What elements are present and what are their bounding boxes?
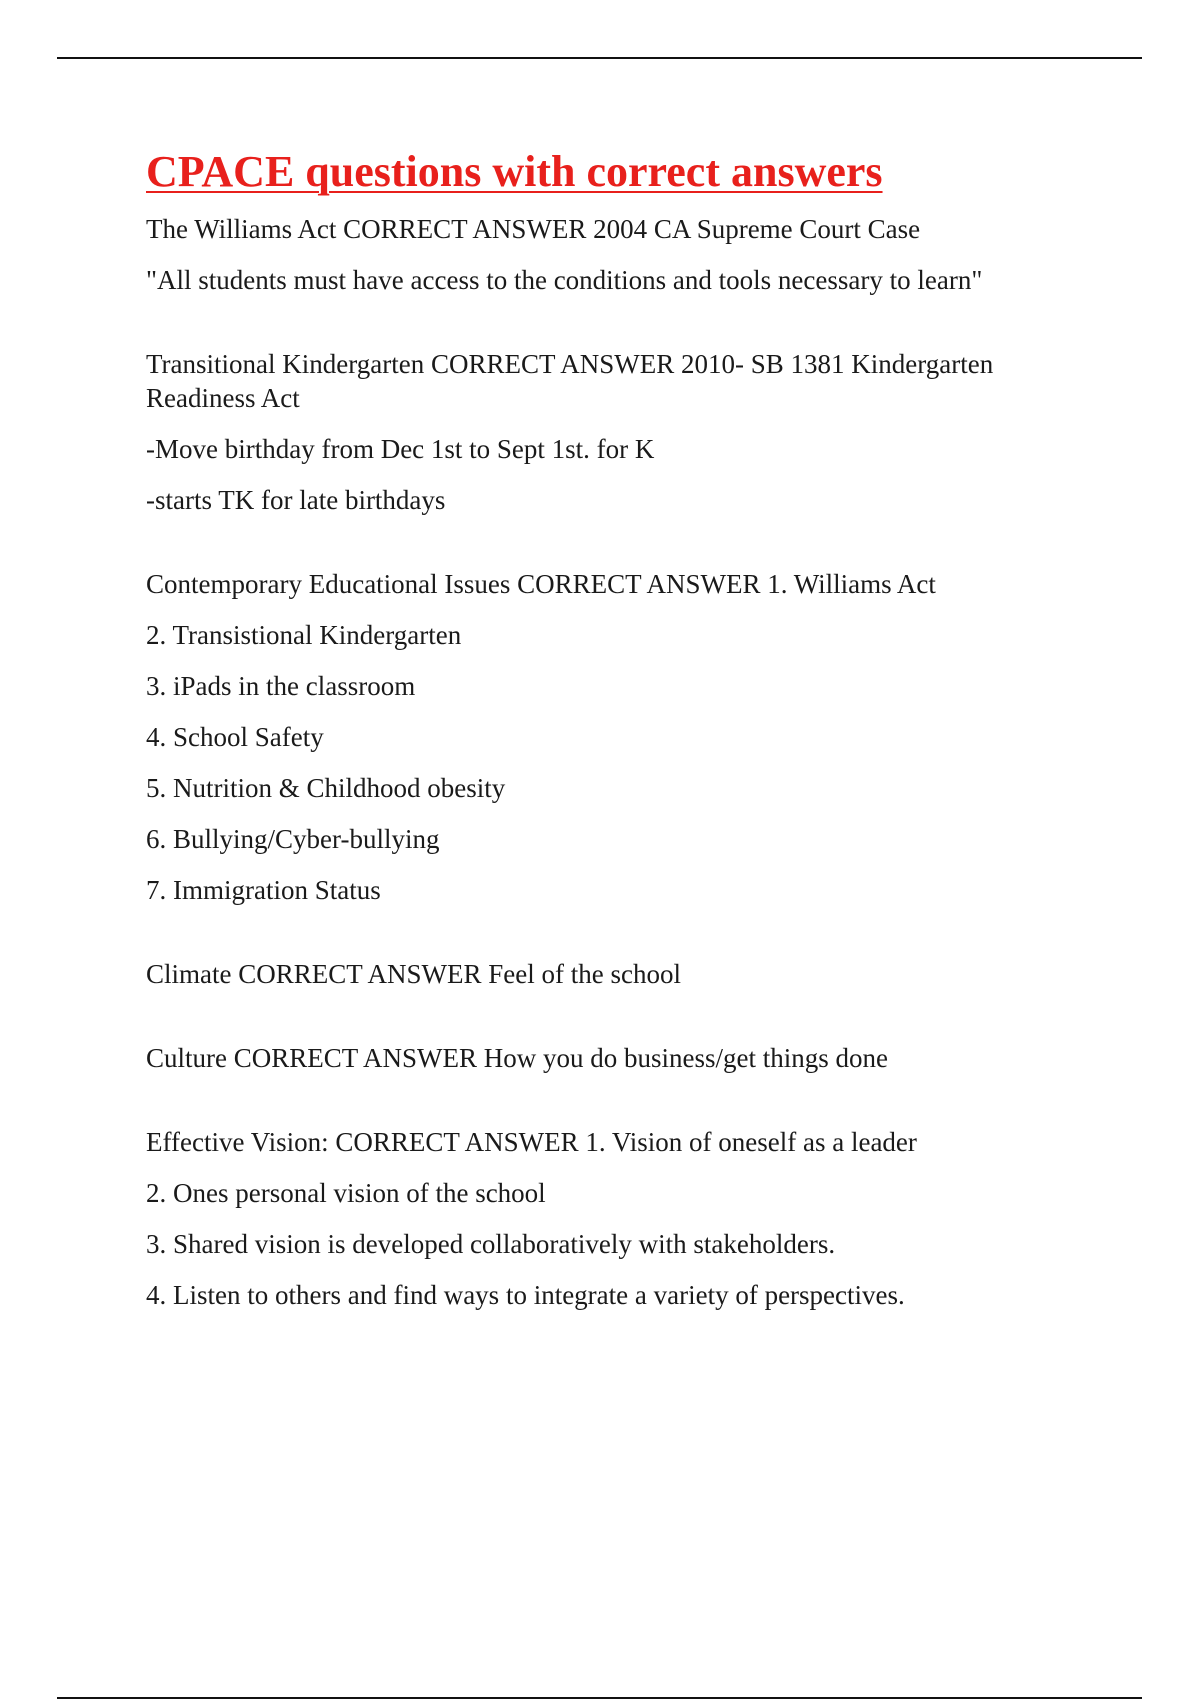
entry-line: "All students must have access to the conditions and tools necessary to learn" bbox=[146, 265, 983, 295]
entry-contemporary-issues bbox=[146, 567, 1106, 907]
entry-culture bbox=[146, 1041, 1106, 1075]
entry-line: 2. Ones personal vision of the school bbox=[146, 1178, 546, 1208]
entry-line: Contemporary Educational Issues CORRECT ANSWER 1. Williams Act bbox=[146, 569, 936, 599]
entry-line: -starts TK for late birthdays bbox=[146, 485, 446, 515]
entry-line: 2. Transistional Kindergarten bbox=[146, 620, 462, 650]
entry-transitional-kindergarten bbox=[146, 347, 1106, 517]
entry-line: 5. Nutrition & Childhood obesity bbox=[146, 773, 506, 803]
bottom-rule bbox=[57, 1697, 1142, 1699]
entry-line: 6. Bullying/Cyber-bullying bbox=[146, 824, 440, 854]
entry-effective-vision bbox=[146, 1125, 1106, 1312]
document-title: CPACE questions with correct answers bbox=[146, 147, 883, 196]
entry-line: 7. Immigration Status bbox=[146, 875, 381, 905]
top-rule bbox=[57, 57, 1142, 59]
entry-line: 3. Shared vision is developed collaboratively with stakeholders. bbox=[146, 1229, 836, 1259]
entry-line: 4. School Safety bbox=[146, 722, 324, 752]
entry-line: 3. iPads in the classroom bbox=[146, 671, 416, 701]
entry-line: Transitional Kindergarten CORRECT ANSWER 2010- SB 1381 Kindergarten Readiness Act bbox=[146, 349, 994, 413]
entry-williams-act bbox=[146, 212, 1106, 297]
entry-line: 4. Listen to others and find ways to integrate a variety of perspectives. bbox=[146, 1280, 905, 1310]
entry-line: Climate CORRECT ANSWER Feel of the school bbox=[146, 959, 681, 989]
entry-line: -Move birthday from Dec 1st to Sept 1st. for K bbox=[146, 434, 655, 464]
entry-line: Culture CORRECT ANSWER How you do business/get things done bbox=[146, 1043, 889, 1073]
entry-climate bbox=[146, 957, 1106, 991]
document-body bbox=[146, 146, 1106, 1362]
entry-line: Effective Vision: CORRECT ANSWER 1. Vision of oneself as a leader bbox=[146, 1127, 917, 1157]
entry-line: The Williams Act CORRECT ANSWER 2004 CA Supreme Court Case bbox=[146, 214, 921, 244]
